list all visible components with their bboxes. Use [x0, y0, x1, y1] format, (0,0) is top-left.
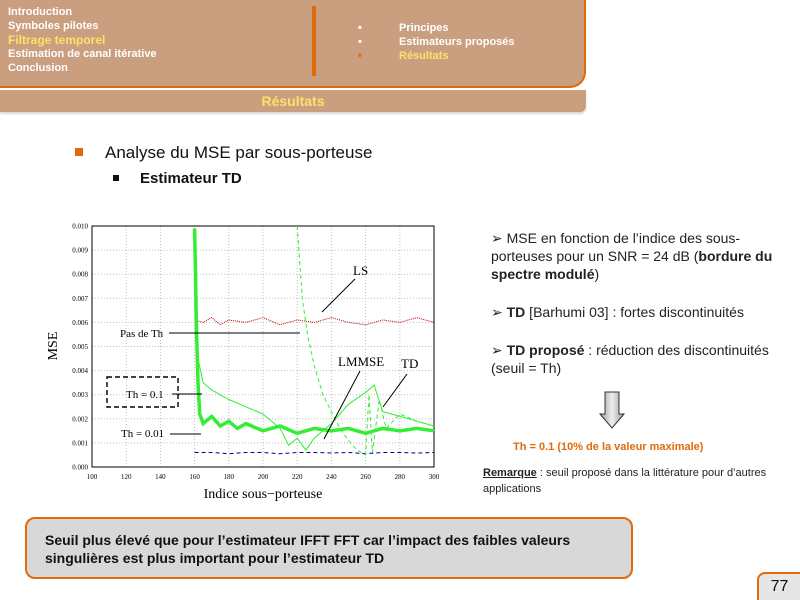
section-item-introduction[interactable]: Introduction	[8, 6, 73, 18]
note-td-propose	[491, 341, 791, 377]
bullet-dot-icon: •	[358, 22, 362, 34]
x-tick-label: 300	[428, 473, 440, 481]
bullet-level1-text: Analyse du MSE par sous-porteuse	[105, 143, 373, 162]
y-tick-label: 0.004	[72, 367, 88, 376]
slide-title: Résultats	[0, 90, 586, 112]
note-mse-text: MSE en fonction de l’indice des sous-porteuses pour un SNR = 24 dB (	[491, 230, 741, 264]
subsection-label: Estimateurs proposés	[399, 36, 515, 48]
annotation-pas-de-th: Pas de Th	[120, 328, 164, 340]
x-tick-label: 260	[360, 473, 371, 481]
subsection-item-resultats[interactable]	[358, 49, 515, 63]
subsection-item-estimateurs[interactable]	[358, 35, 515, 49]
remark-text: : seuil proposé dans la littérature pour d’autres applications	[483, 467, 767, 495]
threshold-note: Th = 0.1 (10% de la valeur maximale)	[513, 441, 704, 453]
note-td-text: [Barhumi 03] : fortes discontinuités	[525, 304, 744, 320]
annotation-lmmse: LMMSE	[338, 354, 385, 369]
x-tick-label: 240	[326, 473, 337, 481]
remark-note	[483, 465, 783, 497]
annotation-ls: LS	[353, 263, 369, 278]
x-tick-label: 120	[120, 473, 132, 481]
note-mse	[491, 229, 791, 283]
black-square-bullet-icon	[113, 175, 119, 181]
series-line-2	[195, 228, 434, 433]
arrow-bullet-icon: ➢	[491, 304, 503, 320]
bullet-dot-icon: •	[358, 50, 362, 62]
subsection-label: Principes	[399, 22, 449, 34]
arrow-bullet-icon: ➢	[491, 230, 503, 246]
x-tick-label: 200	[257, 473, 269, 481]
series-line-3	[195, 228, 434, 450]
conclusion-box: Seuil plus élevé que pour l’estimateur IFFT FFT car l’impact des faibles valeurs singulières est plus important pour l’estimateur TD	[25, 517, 633, 579]
down-arrow-icon	[599, 391, 625, 429]
header-panel	[0, 0, 586, 88]
y-tick-label: 0.009	[72, 246, 88, 255]
note-mse-suffix: )	[594, 266, 600, 282]
note-td-bold: TD	[506, 304, 526, 320]
arrow-bullet-icon: ➢	[491, 342, 503, 358]
x-tick-label: 100	[86, 473, 98, 481]
note-td-propose-text: : réduction des discontinuités (seuil = Th)	[491, 342, 769, 376]
chart-ticks	[72, 223, 440, 482]
annotation-th-001: Th = 0.01	[121, 428, 165, 440]
subsection-nav	[358, 21, 515, 63]
y-tick-label: 0.005	[72, 343, 88, 351]
x-tick-label: 280	[394, 473, 406, 481]
section-nav	[8, 5, 157, 75]
y-tick-label: 0.008	[72, 270, 88, 279]
chart-series	[195, 226, 434, 455]
section-item-symboles-pilotes[interactable]: Symboles pilotes	[8, 20, 99, 32]
subsection-label: Résultats	[399, 50, 449, 62]
y-tick-label: 0.003	[72, 391, 88, 400]
y-tick-label: 0.007	[72, 294, 88, 303]
annotation-td: TD	[401, 356, 419, 371]
annotation-ls-arrow	[322, 279, 355, 312]
section-item-conclusion[interactable]: Conclusion	[8, 62, 68, 74]
annotation-td-arrow	[383, 374, 407, 407]
y-axis-label: MSE	[46, 331, 61, 361]
section-item-filtrage-temporel[interactable]: Filtrage temporel	[8, 33, 106, 47]
note-mse-bold: bordure du spectre modulé	[491, 248, 773, 282]
y-tick-label: 0.002	[72, 415, 88, 424]
mse-chart	[42, 214, 447, 504]
note-td	[491, 303, 791, 321]
remark-label: Remarque	[483, 467, 537, 479]
x-tick-label: 140	[155, 473, 166, 481]
bullet-level2-text: Estimateur TD	[140, 170, 242, 187]
series-line-1	[195, 453, 434, 454]
x-tick-label: 220	[291, 473, 303, 481]
bullet-dot-icon: •	[358, 36, 362, 48]
x-tick-label: 160	[189, 473, 200, 481]
y-tick-label: 0.000	[72, 463, 88, 472]
annotation-th-01: Th = 0.1	[126, 389, 164, 401]
subsection-item-principes[interactable]	[358, 21, 515, 35]
orange-square-bullet-icon	[75, 148, 83, 156]
header-divider	[312, 6, 316, 76]
y-tick-label: 0.001	[72, 439, 88, 448]
y-tick-label: 0.006	[72, 318, 88, 327]
x-axis-label: Indice sous−porteuse	[203, 487, 323, 502]
section-item-estimation-canal[interactable]: Estimation de canal itérative	[8, 48, 157, 60]
x-tick-label: 180	[223, 473, 235, 481]
y-tick-label: 0.010	[72, 222, 88, 231]
note-td-propose-bold: TD proposé	[506, 342, 585, 358]
series-line-0	[195, 318, 434, 325]
page-number: 77	[757, 572, 800, 600]
